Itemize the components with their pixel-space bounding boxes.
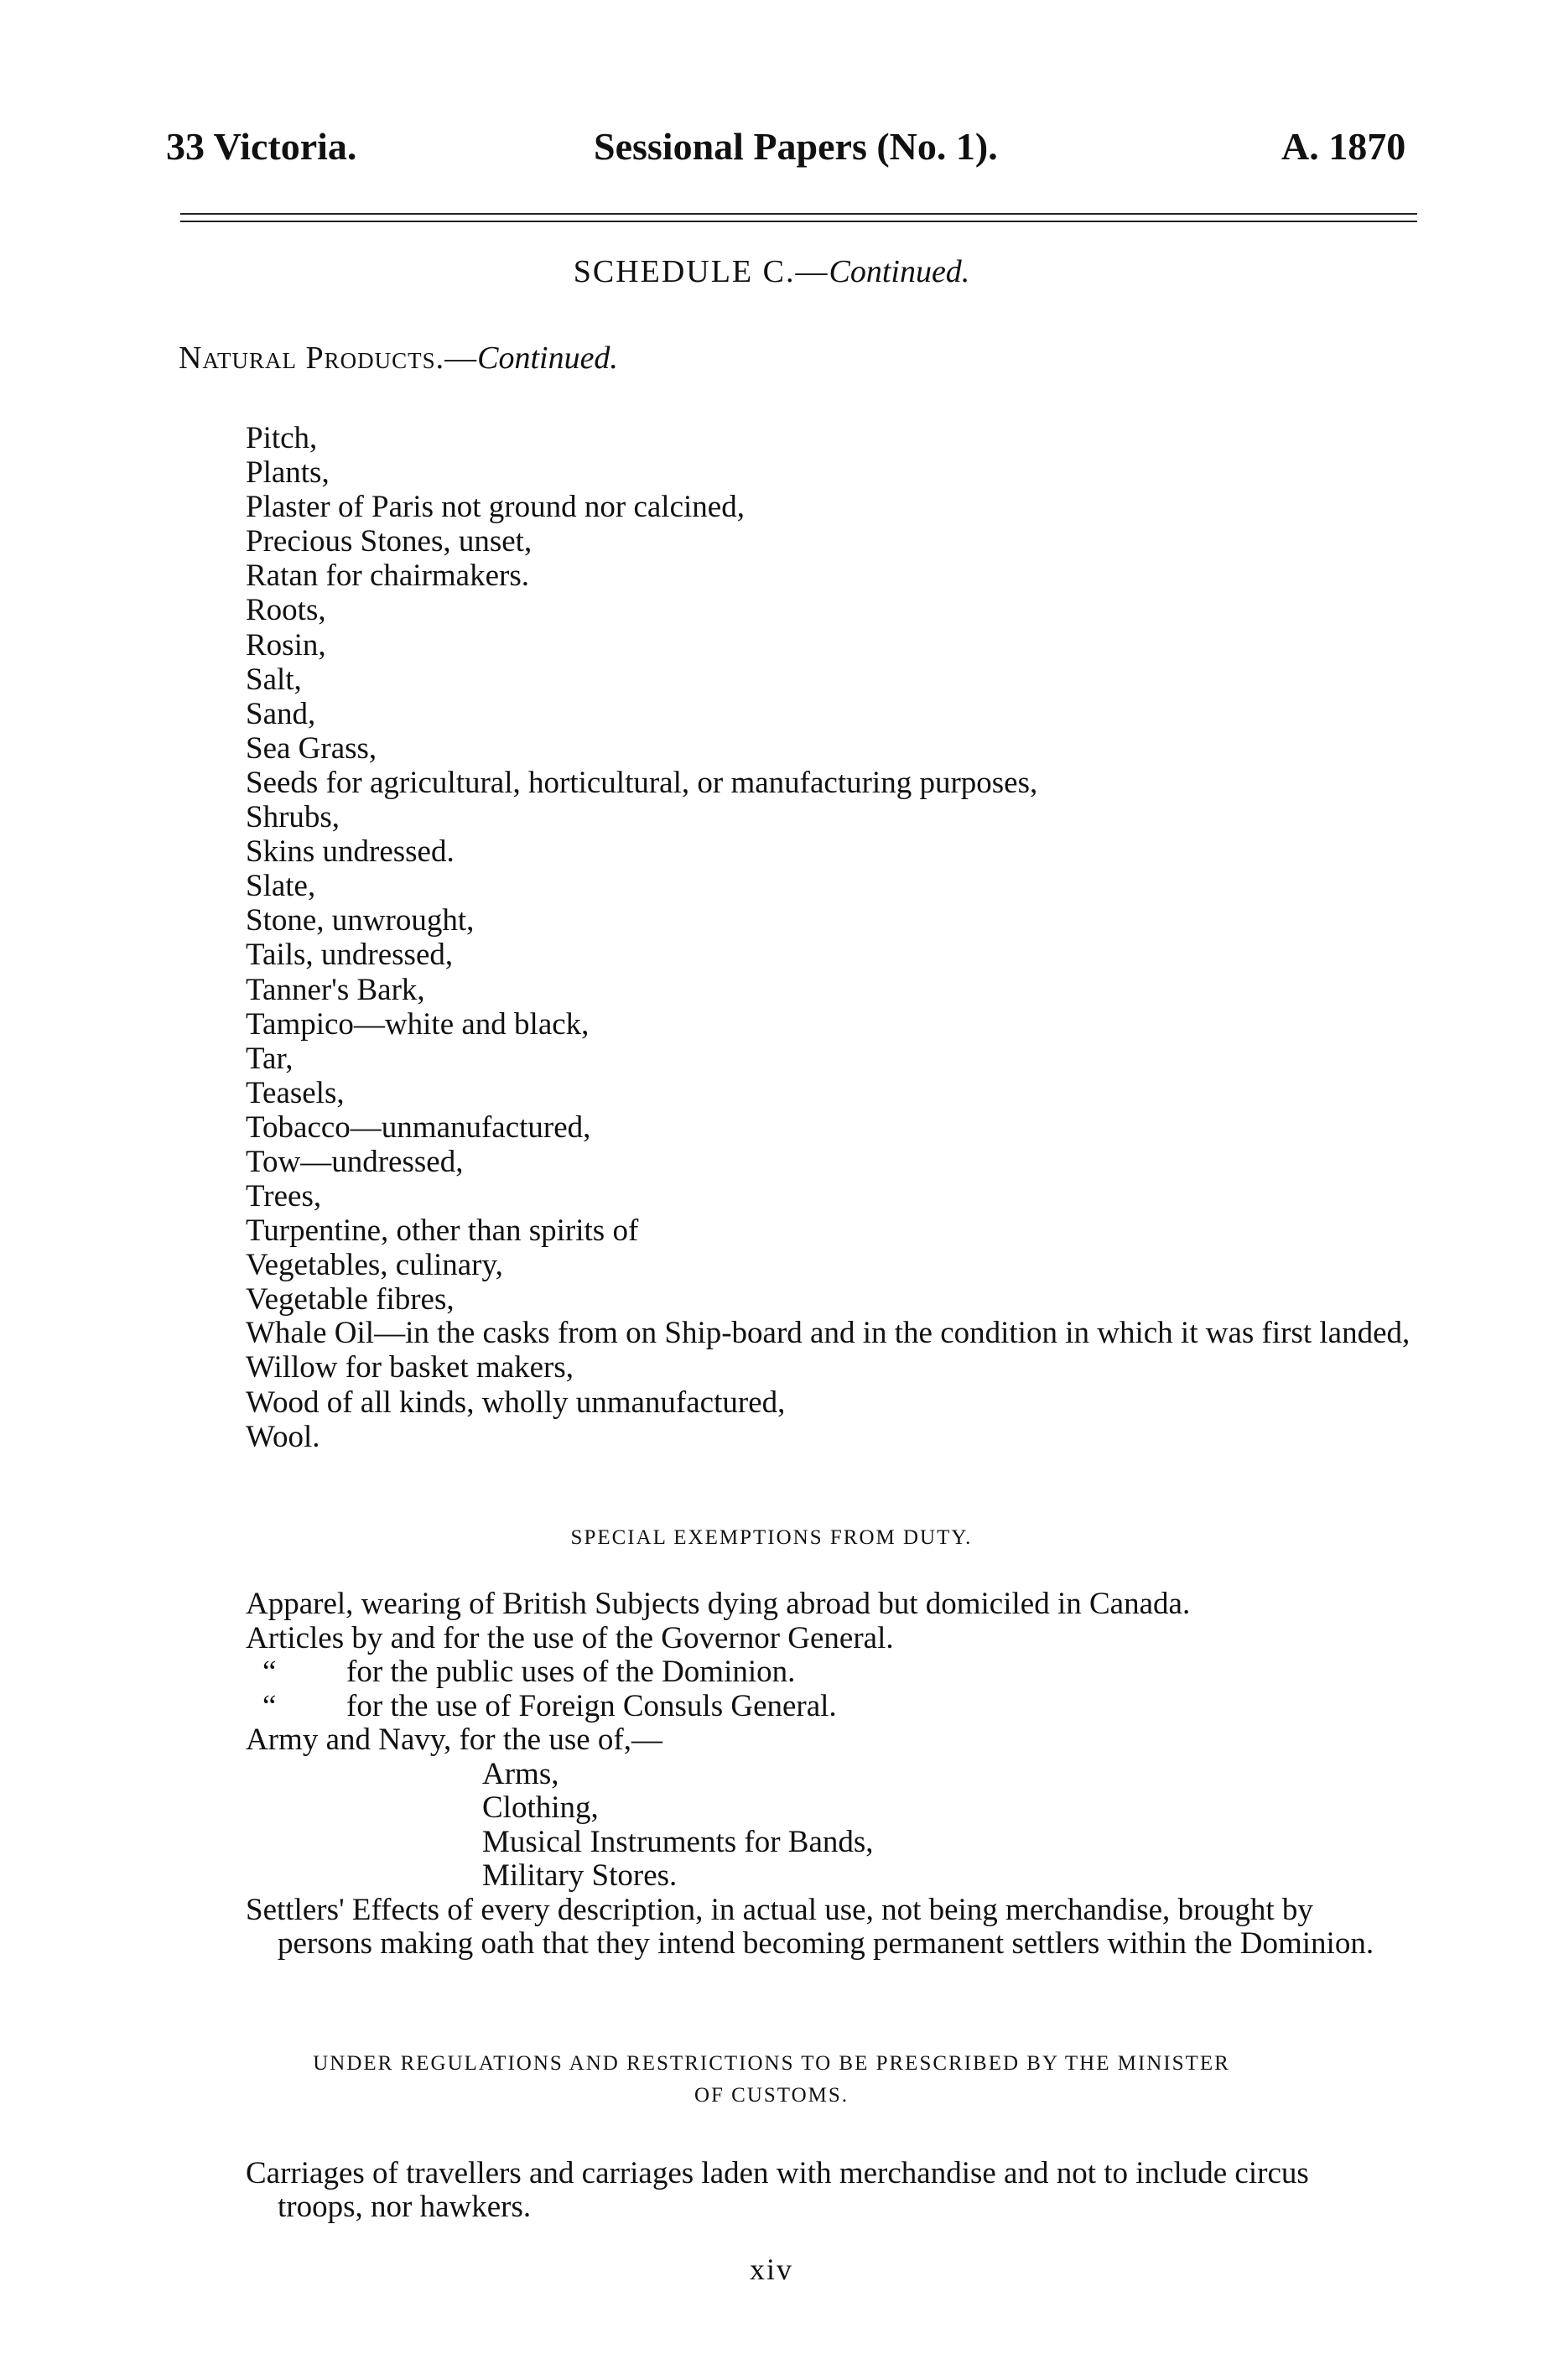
special-exemptions-heading: SPECIAL EXEMPTIONS FROM DUTY. xyxy=(570,1526,973,1549)
header-regnal-year: 33 Victoria. xyxy=(166,125,357,168)
list-item: Seeds for agricultural, horticultural, or manufacturing purposes, xyxy=(246,765,1038,800)
ditto-entry-public-uses xyxy=(246,1655,1428,1690)
ditto-mark: “ xyxy=(262,1688,277,1723)
carriages-first-line: Carriages of travellers and carriages laden with merchandise and not to include circus xyxy=(246,2156,1309,2190)
header-year: A. 1870 xyxy=(1281,125,1406,168)
list-item: Vegetables, culinary, xyxy=(246,1248,503,1283)
settlers-effects-entry xyxy=(246,1894,1428,1962)
header-rule-bottom xyxy=(180,221,1417,222)
army-item: Clothing, xyxy=(482,1790,599,1825)
section-label-continued: Continued. xyxy=(477,340,618,376)
list-item: Whale Oil—in the casks from on Ship-board and in the condition in which it was first landed, xyxy=(246,1316,1411,1351)
list-item: Turpentine, other than spirits of xyxy=(246,1213,639,1249)
list-item: Stone, unwrought, xyxy=(246,903,475,938)
list-item: Precious Stones, unset, xyxy=(246,524,533,559)
header-rule-top xyxy=(180,213,1417,215)
regulations-heading xyxy=(0,2048,1543,2112)
list-item: Plants, xyxy=(246,455,330,491)
list-item: Roots, xyxy=(246,593,326,628)
list-item: Sand, xyxy=(246,696,316,731)
page-number: xiv xyxy=(749,2253,793,2286)
list-item: Tow—undressed, xyxy=(246,1144,464,1179)
list-item: Shrubs, xyxy=(246,800,340,835)
list-item: Tampico—white and black, xyxy=(246,1006,590,1042)
list-item: Tanner's Bark, xyxy=(246,972,425,1007)
schedule-title-continued: Continued. xyxy=(829,254,970,289)
header-sessional-papers: Sessional Papers (No. 1). xyxy=(594,125,998,168)
carriages-entry xyxy=(246,2157,1428,2224)
list-item: Vegetable fibres, xyxy=(246,1282,455,1317)
list-item: Wool. xyxy=(246,1419,320,1454)
list-item: Sea Grass, xyxy=(246,730,377,766)
schedule-title xyxy=(0,253,1543,290)
list-item: Wood of all kinds, wholly unmanufactured, xyxy=(246,1385,786,1420)
list-item: Slate, xyxy=(246,869,316,904)
settlers-effects-continuation: persons making oath that they intend becoming permanent settlers within the Dominion. xyxy=(278,1926,1374,1961)
articles-entry: Articles by and for the use of the Governor General. xyxy=(246,1620,894,1655)
ditto-entry-text: for the public uses of the Dominion. xyxy=(346,1655,796,1689)
list-item: Willow for basket makers, xyxy=(246,1350,574,1385)
special-exemptions-block xyxy=(246,1588,1428,1962)
section-label-main: Natural Products.— xyxy=(179,340,478,376)
list-item: Skins undressed. xyxy=(246,834,455,870)
section-label xyxy=(179,340,618,377)
list-item: Pitch, xyxy=(246,421,318,455)
settlers-effects-first-line: Settlers' Effects of every description, in actual use, not being merchandise, brought by xyxy=(246,1892,1313,1927)
regulations-heading-line1: UNDER REGULATIONS AND RESTRICTIONS TO BE PRESCRIBED BY THE MINISTER xyxy=(313,2052,1230,2075)
ditto-entry-text: for the use of Foreign Consuls General. xyxy=(346,1688,837,1723)
list-item: Ratan for chairmakers. xyxy=(246,559,529,594)
army-item: Military Stores. xyxy=(482,1858,678,1893)
list-item: Plaster of Paris not ground nor calcined, xyxy=(246,490,745,525)
list-item: Teasels, xyxy=(246,1075,345,1110)
list-item: Tobacco—unmanufactured, xyxy=(246,1109,591,1145)
army-navy-entry: Army and Navy, for the use of,— xyxy=(246,1723,662,1757)
list-item: Tar, xyxy=(246,1041,294,1076)
schedule-title-main: SCHEDULE C.— xyxy=(573,254,829,289)
apparel-entry: Apparel, wearing of British Subjects dying abroad but domiciled in Canada. xyxy=(246,1587,1191,1621)
regulations-heading-line2: OF CUSTOMS. xyxy=(694,2084,849,2107)
natural-products-list xyxy=(246,421,1428,1454)
list-item: Tails, undressed, xyxy=(246,938,454,973)
list-item: Salt, xyxy=(246,662,302,697)
list-item: Rosin, xyxy=(246,627,326,663)
carriages-continuation: troops, nor hawkers. xyxy=(278,2190,532,2224)
army-item: Musical Instruments for Bands, xyxy=(482,1824,874,1859)
ditto-mark: “ xyxy=(262,1655,277,1689)
army-item: Arms, xyxy=(482,1756,559,1791)
list-item: Trees, xyxy=(246,1179,322,1214)
ditto-entry-foreign-consuls xyxy=(246,1690,1428,1724)
